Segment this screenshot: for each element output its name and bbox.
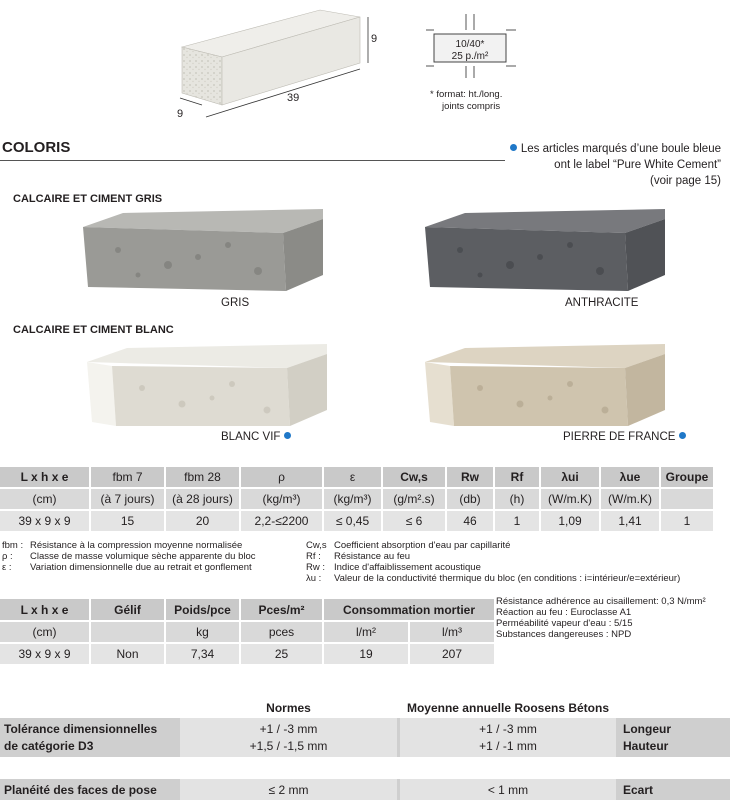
table-subheader-cell: (kg/m³) bbox=[241, 489, 322, 509]
stone-label-blanc-vif: BLANC VIF bbox=[221, 431, 291, 443]
tolerance-moyenne-values bbox=[400, 721, 616, 755]
table-subheader-cell: (à 28 jours) bbox=[166, 489, 239, 509]
table-header-cell: Rw bbox=[447, 467, 493, 487]
format-note-line2: joints compris bbox=[442, 101, 501, 112]
table-subheader-cell: (cm) bbox=[0, 622, 89, 642]
table-header-cell: ε bbox=[324, 467, 381, 487]
legend-item: Rw : Indice d'affaiblissement acoustique bbox=[306, 562, 481, 573]
table-subheader-cell: kg bbox=[166, 622, 239, 642]
table-subheader-cell bbox=[661, 489, 713, 509]
table-cell: 7,34 bbox=[166, 644, 239, 664]
tolerance-col-normes: Normes bbox=[266, 701, 311, 715]
property-line: Substances dangereuses : NPD bbox=[496, 629, 632, 640]
table-header-cell: ρ bbox=[241, 467, 322, 487]
table-header-cell: λue bbox=[601, 467, 659, 487]
flatness-unit: Ecart bbox=[623, 783, 654, 797]
tolerance-normes-values bbox=[180, 721, 397, 755]
coloris-note-line2: ont le label “Pure White Cement” bbox=[554, 159, 721, 171]
coloris-divider bbox=[0, 160, 505, 161]
legend-left bbox=[2, 540, 302, 573]
format-ratio: 10/40* bbox=[455, 39, 485, 50]
tolerance-label-line1: Tolérance dimensionnelles bbox=[4, 722, 158, 736]
category-title-gris: CALCAIRE ET CIMENT GRIS bbox=[13, 193, 163, 205]
table-cell: 39 x 9 x 9 bbox=[0, 644, 89, 664]
table-subheader-cell: (g/m².s) bbox=[383, 489, 445, 509]
property-line: Résistance adhérence au cisaillement: 0,3 N/mm² bbox=[496, 596, 706, 607]
flatness-label: Planéité des faces de pose bbox=[4, 783, 157, 797]
legend-item: ρ : Classe de masse volumique sèche apparente du bloc bbox=[2, 551, 256, 562]
coloris-note-line1: Les articles marqués d’une boule bleue bbox=[481, 141, 721, 157]
table-header-cell: Gélif bbox=[91, 599, 164, 620]
table-header-cell: Consommation mortier bbox=[324, 599, 494, 620]
table-cell: ≤ 6 bbox=[383, 511, 445, 531]
table-header-cell: Rf bbox=[495, 467, 539, 487]
technical-specs-table bbox=[0, 465, 715, 533]
table-subheader-cell: (h) bbox=[495, 489, 539, 509]
stone-label-pierre-de-france: PIERRE DE FRANCE bbox=[563, 431, 686, 443]
legend-right bbox=[306, 540, 730, 584]
table-header-cell: Pces/m² bbox=[241, 599, 322, 620]
stone-image-pierre-de-france bbox=[420, 340, 670, 430]
table-subheader-cell: (à 7 jours) bbox=[91, 489, 164, 509]
table-subheader-cell: l/m³ bbox=[410, 622, 494, 642]
table-cell: 15 bbox=[91, 511, 164, 531]
blue-dot-icon bbox=[510, 144, 517, 151]
flatness-normes: ≤ 2 mm bbox=[268, 783, 309, 797]
tolerance-col-moyenne: Moyenne annuelle Roosens Bétons bbox=[406, 701, 610, 715]
table-cell: 20 bbox=[166, 511, 239, 531]
table-subheader-cell: (W/m.K) bbox=[541, 489, 599, 509]
legend-item: Cw,s Coefficient absorption d'eau par capillarité bbox=[306, 540, 511, 551]
tolerance-label-line2: de catégorie D3 bbox=[4, 739, 94, 753]
stone-image-blanc-vif bbox=[82, 340, 332, 430]
table-cell: 19 bbox=[324, 644, 408, 664]
table-header-cell: Groupe bbox=[661, 467, 713, 487]
table-subheader-cell: (W/m.K) bbox=[601, 489, 659, 509]
dimension-length-label: 39 bbox=[287, 92, 300, 104]
format-per-m2: 25 p./m² bbox=[451, 51, 489, 62]
table-cell: 1,09 bbox=[541, 511, 599, 531]
table-header-cell: L x h x e bbox=[0, 467, 89, 487]
table-cell: 25 bbox=[241, 644, 322, 664]
tolerance-unit-line2: Hauteur bbox=[623, 739, 669, 753]
table-subheader-cell: (kg/m³) bbox=[324, 489, 381, 509]
legend-item: fbm : Résistance à la compression moyenne normalisée bbox=[2, 540, 243, 551]
material-properties bbox=[496, 596, 730, 640]
property-line: Perméabilité vapeur d'eau : 5/15 bbox=[496, 618, 633, 629]
table-header-cell: fbm 7 bbox=[91, 467, 164, 487]
table-cell: 1,41 bbox=[601, 511, 659, 531]
stone-label-gris: GRIS bbox=[221, 297, 250, 309]
legend-item: Rf : Résistance au feu bbox=[306, 551, 411, 562]
table-header-cell: Cw,s bbox=[383, 467, 445, 487]
table-subheader-cell: (db) bbox=[447, 489, 493, 509]
tolerance-unit-line1: Longeur bbox=[623, 722, 671, 736]
table-subheader-row bbox=[0, 489, 713, 509]
coloris-note bbox=[481, 141, 721, 189]
tolerance-normes-line2: +1,5 / -1,5 mm bbox=[249, 739, 328, 753]
table-header-row bbox=[0, 599, 494, 620]
tolerance-normes-line1: +1 / -3 mm bbox=[259, 722, 318, 736]
table-subheader-cell bbox=[91, 622, 164, 642]
table-subheader-cell: l/m² bbox=[324, 622, 408, 642]
table-cell: 1 bbox=[495, 511, 539, 531]
table-cell: 46 bbox=[447, 511, 493, 531]
table-subheader-cell: pces bbox=[241, 622, 322, 642]
tolerance-moyenne-line2: +1 / -1 mm bbox=[479, 739, 537, 753]
dimension-width-label: 9 bbox=[177, 108, 184, 120]
table-cell: 1 bbox=[661, 511, 713, 531]
table-cell: 207 bbox=[410, 644, 494, 664]
table-cell: Non bbox=[91, 644, 164, 664]
table-subheader-cell: (cm) bbox=[0, 489, 89, 509]
stone-image-anthracite bbox=[420, 205, 670, 295]
legend-item: λu : Valeur de la conductivité thermique du bloc (en conditions : i=intérieur/e=extérieur) bbox=[306, 573, 681, 584]
table-header-cell: L x h x e bbox=[0, 599, 89, 620]
tolerance-moyenne-line1: +1 / -3 mm bbox=[479, 722, 537, 736]
category-title-blanc: CALCAIRE ET CIMENT BLANC bbox=[13, 324, 174, 336]
format-note-line1: * format: ht./long. bbox=[430, 89, 503, 100]
table-header-row bbox=[0, 467, 713, 487]
stone-image-gris bbox=[78, 205, 328, 295]
table-row bbox=[0, 644, 494, 664]
pure-white-cement-dot-icon bbox=[679, 432, 686, 439]
pure-white-cement-dot-icon bbox=[284, 432, 291, 439]
stone-label-anthracite: ANTHRACITE bbox=[565, 297, 639, 309]
coloris-title: COLORIS bbox=[2, 139, 71, 156]
table-header-cell: Poids/pce bbox=[166, 599, 239, 620]
tolerance-units bbox=[623, 721, 671, 755]
table-header-cell: λui bbox=[541, 467, 599, 487]
table-row bbox=[0, 511, 713, 531]
dimension-height-label: 9 bbox=[371, 33, 378, 45]
packaging-table bbox=[0, 597, 496, 666]
table-cell: ≤ 0,45 bbox=[324, 511, 381, 531]
table-header-cell: fbm 28 bbox=[166, 467, 239, 487]
table-cell: 2,2-≤2200 bbox=[241, 511, 322, 531]
tolerance-row-label bbox=[4, 721, 157, 755]
legend-item: ε : Variation dimensionnelle due au retrait et gonflement bbox=[2, 562, 252, 573]
table-cell: 39 x 9 x 9 bbox=[0, 511, 89, 531]
property-line: Réaction au feu : Euroclasse A1 bbox=[496, 607, 632, 618]
flatness-moyenne: < 1 mm bbox=[487, 783, 529, 797]
coloris-note-line3: (voir page 15) bbox=[650, 175, 721, 187]
block-dimension-illustration bbox=[170, 5, 390, 125]
table-subheader-row bbox=[0, 622, 494, 642]
